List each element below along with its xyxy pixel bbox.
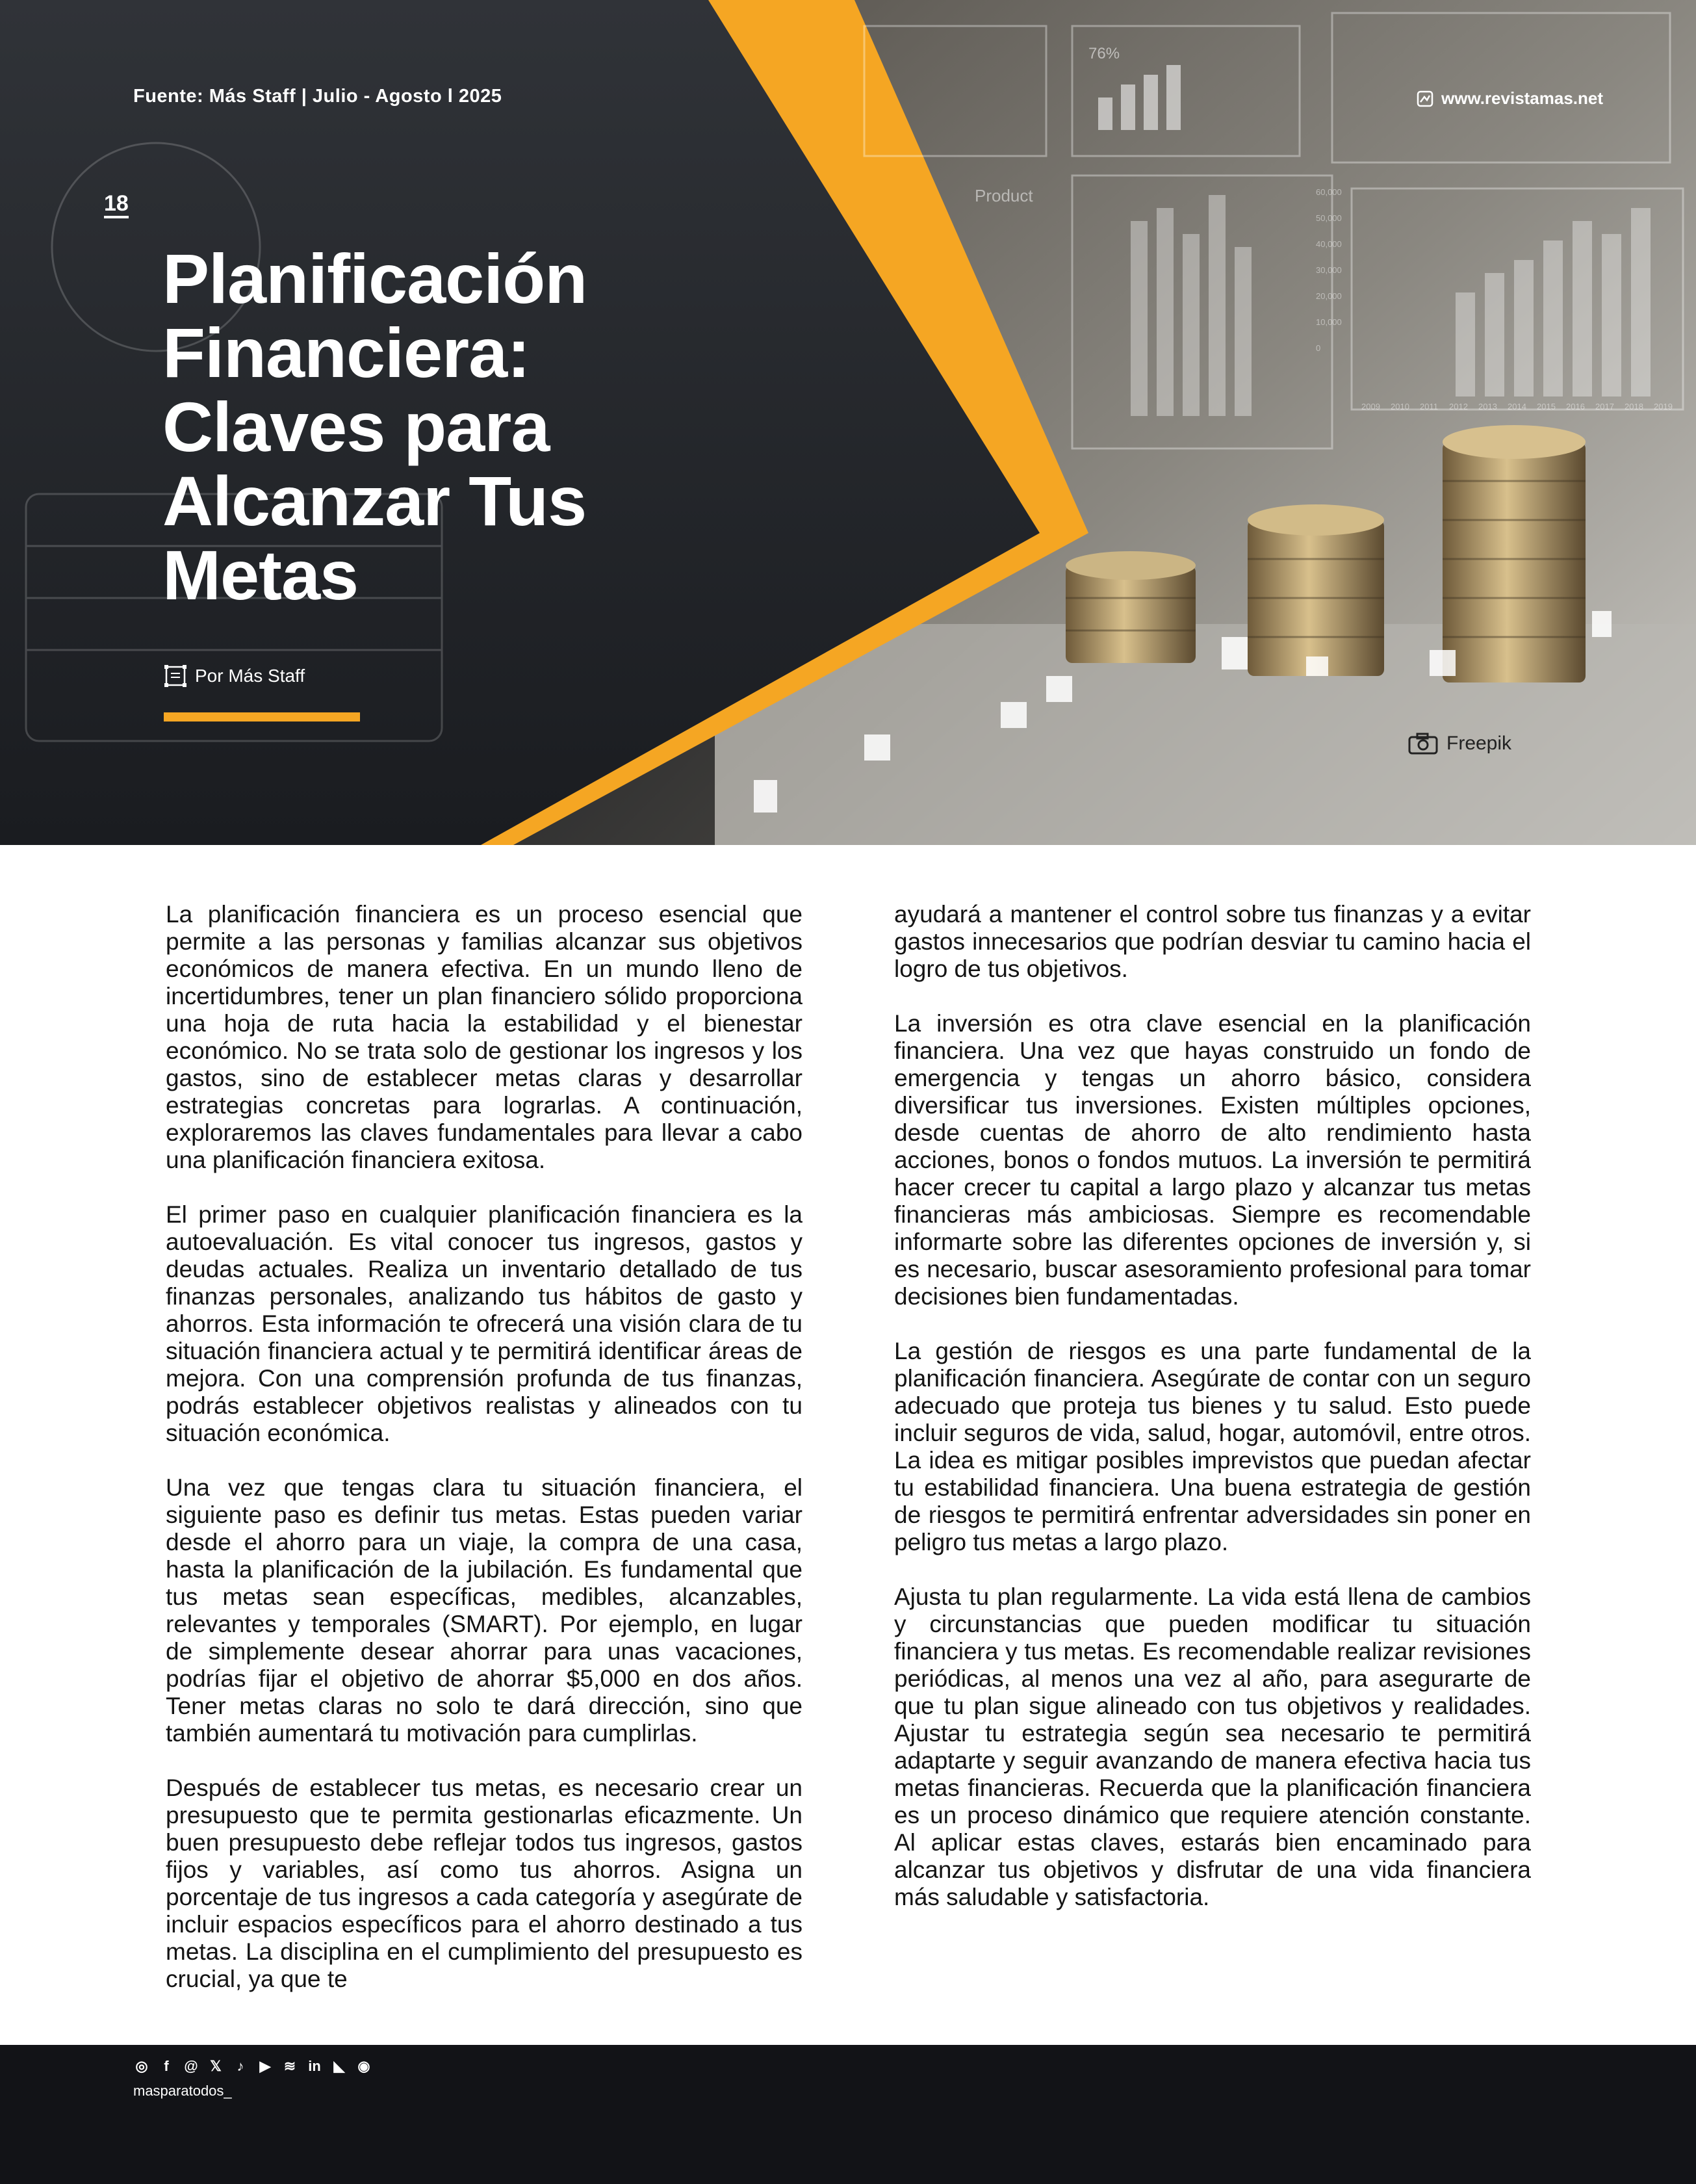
footer — [0, 2045, 1696, 2184]
percent-badge: 76% — [1088, 45, 1120, 62]
y-tick-label: 10,000 — [1316, 317, 1342, 327]
y-tick-label: 40,000 — [1316, 239, 1342, 249]
threads-icon[interactable]: @ — [184, 2058, 198, 2074]
x-tick-label: 2018 — [1625, 402, 1643, 411]
article-title: Planificación Financiera: Claves para Alcanzar Tus Metas — [162, 239, 587, 614]
social-handle: masparatodos_ — [133, 2083, 232, 2099]
spotify-icon[interactable]: ≋ — [283, 2058, 296, 2074]
article-column-right — [894, 901, 1531, 1938]
x-tick-label: 2011 — [1420, 402, 1438, 411]
paragraph: La inversión es otra clave esencial en la planificación financiera. Una vez que hayas construido un fondo de emergencia y tengas un ahorro básico, considera diversificar tus inversiones. Existen múltiples opciones, desde cuentas de ahorro de alto rendimiento hasta acciones, bonos o fondos mutuos. La inversión te permitirá hacer crecer tu capital a largo plazo y alcanzar tus metas financieras más ambiciosas. Siempre es recomendable informarte sobre las diferentes opciones de inversión y, si es necesario, buscar asesoramiento profesional para tomar decisiones bien fundamentadas. — [894, 1010, 1531, 1310]
linkedin-icon[interactable]: in — [308, 2058, 321, 2074]
paragraph: ayudará a mantener el control sobre tus finanzas y a evitar gastos innecesarios que podrían desviar tu camino hacia el logro de tus objetivos. — [894, 901, 1531, 982]
x-tick-label: 2010 — [1391, 402, 1409, 411]
paragraph: Una vez que tengas clara tu situación financiera, el siguiente paso es definir tus metas. Estas pueden variar desde el ahorro para un viaje, la compra de una casa, hasta la planificación de la jubilación. Es fundamental que tus metas sean específicas, medibles, alcanzables, relevantes y temporales (SMART). Por ejemplo, en lugar de simplemente desear ahorrar para unas vacaciones, podrías fijar el objetivo de ahorrar $5,000 en dos años. Tener metas claras no solo te dará dirección, sino que también aumentará tu motivación para cumplirlas. — [166, 1474, 803, 1747]
hero-banner — [0, 0, 1696, 845]
y-tick-label: 60,000 — [1316, 187, 1342, 197]
facebook-icon[interactable]: f — [164, 2058, 169, 2074]
photo-credit-text: Freepik — [1446, 733, 1512, 754]
y-tick-label: 20,000 — [1316, 291, 1342, 301]
byline-text: Por Más Staff — [195, 666, 305, 686]
x-tick-label: 2016 — [1566, 402, 1585, 411]
x-tick-label: 2017 — [1595, 402, 1614, 411]
accent-bar — [164, 712, 360, 722]
byline — [164, 664, 305, 688]
social-icons — [133, 2058, 372, 2075]
y-tick-label: 50,000 — [1316, 213, 1342, 223]
article-column-left — [166, 901, 803, 2020]
y-tick-label: 30,000 — [1316, 265, 1342, 275]
app-icon[interactable]: ◉ — [357, 2058, 370, 2074]
rss-icon[interactable]: ◣ — [333, 2058, 345, 2074]
x-icon[interactable]: 𝕏 — [210, 2058, 222, 2074]
x-tick-label: 2019 — [1654, 402, 1673, 411]
paragraph: El primer paso en cualquier planificación financiera es la autoevaluación. Es vital conocer tus ingresos, gastos y deudas actuales. Realiza un inventario detallado de tus finanzas personales, analizando tus hábitos de gasto y ahorros. Esta información te ofrecerá una visión clara de tu situación financiera actual y te permitirá identificar áreas de mejora. Con una comprensión profunda de tus finanzas, podrás establecer objetivos realistas y alineados con tu situación económica. — [166, 1201, 803, 1446]
source-line: Fuente: Más Staff | Julio - Agosto l 2025 — [133, 86, 502, 107]
product-label: Product — [975, 186, 1033, 205]
paragraph: Después de establecer tus metas, es necesario crear un presupuesto que te permita gestionarlas eficazmente. Un buen presupuesto debe reflejar todos tus ingresos, gastos fijos y variables, así como tus ahorros. Asigna un porcentaje de tus ingresos a cada categoría y asegúrate de incluir espacios específicos para el ahorro destinado a tus metas. La disciplina en el cumplimiento del presupuesto es crucial, ya que te — [166, 1774, 803, 1992]
youtube-icon[interactable]: ▶ — [259, 2058, 271, 2074]
tiktok-icon[interactable]: ♪ — [237, 2058, 244, 2074]
x-tick-label: 2009 — [1361, 402, 1380, 411]
globe-icon — [1417, 90, 1433, 107]
x-tick-label: 2015 — [1537, 402, 1556, 411]
author-icon — [164, 664, 187, 688]
website-label: www.revistamas.net — [1441, 88, 1604, 108]
page-number: 18 — [104, 192, 129, 218]
photo-credit — [1407, 732, 1511, 755]
camera-icon — [1407, 732, 1439, 755]
paragraph: La planificación financiera es un proceso esencial que permite a las personas y familias alcanzar sus objetivos económicos de manera efectiva. En un mundo lleno de incertidumbres, tener un plan financiero sólido proporciona una hoja de ruta hacia la estabilidad y el bienestar económico. No se trata solo de gestionar los ingresos y los gastos, sino de establecer metas claras y desarrollar estrategias concretas para lograrlas. A continuación, exploraremos las claves fundamentales para llevar a cabo una planificación financiera exitosa. — [166, 901, 803, 1173]
paragraph: Ajusta tu plan regularmente. La vida está llena de cambios y circunstancias que pueden modificar tu situación financiera y tus metas. Es recomendable realizar revisiones periódicas, al menos una vez al año, para asegurarte de que tu plan sigue alineado con tus objetivos y realidades. Ajustar tu estrategia según sea necesario te permitirá adaptarte y seguir avanzando de manera efectiva hacia tus metas financieras. Recuerda que la planificación financiera es un proceso dinámico que requiere atención constante. Al aplicar estas claves, estarás bien encaminado para alcanzar tus objetivos y disfrutar de una vida financiera más saludable y satisfactoria. — [894, 1583, 1531, 1910]
paragraph: La gestión de riesgos es una parte fundamental de la planificación financiera. Asegúrate de contar con un seguro adecuado que proteja tus bienes y tu salud. Esto puede incluir seguros de vida, salud, hogar, automóvil, entre otros. La idea es mitigar posibles imprevistos que puedan afectar tu estabilidad financiera. Una buena estrategia de gestión de riesgos te permitirá enfrentar adversidades sin poner en peligro tus metas a largo plazo. — [894, 1338, 1531, 1555]
x-tick-label: 2014 — [1508, 402, 1526, 411]
website-link[interactable] — [1417, 88, 1603, 109]
x-tick-label: 2013 — [1478, 402, 1497, 411]
instagram-icon[interactable]: ◎ — [135, 2058, 148, 2074]
x-tick-label: 2012 — [1449, 402, 1468, 411]
y-tick-label: 0 — [1316, 343, 1321, 353]
